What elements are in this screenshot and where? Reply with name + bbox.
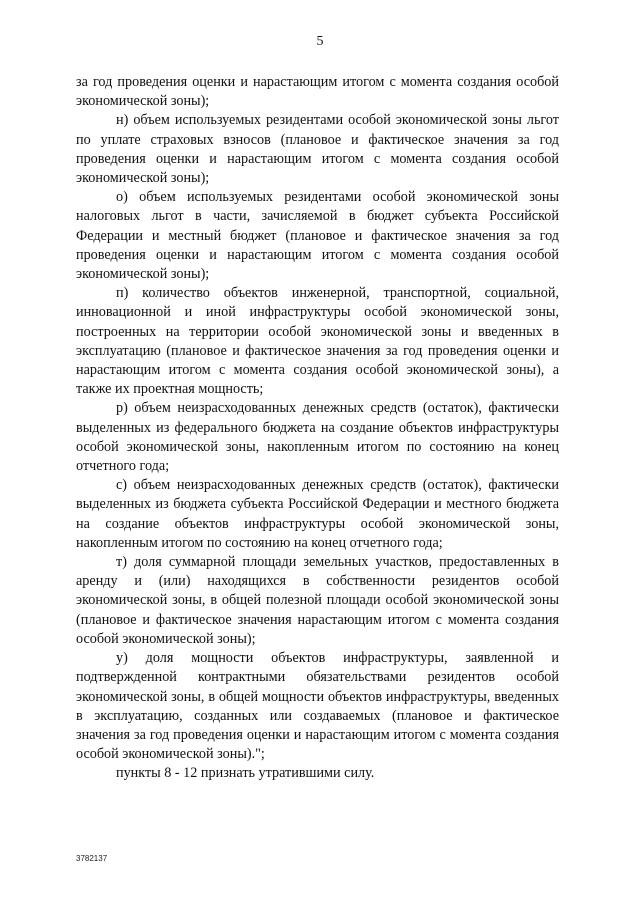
- paragraph-item-n: н) объем используемых резидентами особой экономической зоны льгот по уплате страховых взносов (плановое и фактическое значения за год проведения оценки и нарастающим итогом с момента создания особой экономической зоны);: [76, 112, 559, 187]
- paragraph-item-r: р) объем неизрасходованных денежных средств (остаток), фактически выделенных из федерального бюджета на создание объектов инфраструктуры особой экономической зоны, накопленным итогом по состоянию на конец отчетного года;: [76, 400, 559, 475]
- paragraph-item-s: с) объем неизрасходованных денежных средств (остаток), фактически выделенных из бюджета субъекта Российской Федерации и местного бюджета на создание объектов инфраструктуры особой экономической зоны, накопленным итогом по состоянию на конец отчетного года;: [76, 477, 559, 551]
- paragraph-item-p: п) количество объектов инженерной, транспортной, социальной, инновационной и иной инфраструктуры особой экономической зоны, построенных на территории особой экономической зоны и введенных в эксплуатацию (плановое и фактическое значения за год проведения оценки и нарастающим итогом с момента создания особой экономической зоны), а также их проектная мощность;: [76, 285, 559, 398]
- page-number: 5: [316, 34, 324, 49]
- paragraph-item-t: т) доля суммарной площади земельных участков, предоставленных в аренду и (или) находящихся в собственности резидентов особой экономической зоны, в общей полезной площади особой экономической зоны (плановое и фактическое значения нарастающим итогом с момента создания особой экономической зоны);: [76, 554, 559, 647]
- document-code: 3782137: [76, 854, 108, 863]
- paragraph-repeal-clause: пункты 8 - 12 признать утратившими силу.: [116, 765, 375, 782]
- paragraph-item-u: у) доля мощности объектов инфраструктуры, заявленной и подтвержденной контрактными обязательствами резидентов особой экономической зоны, в общей мощности объектов инфраструктуры, введенных в эксплуатацию, созданных или создаваемых (плановое и фактическое значения за год проведения оценки и нарастающим итогом с момента создания особой экономической зоны).";: [76, 650, 559, 763]
- document-body: [76, 73, 559, 784]
- paragraph-continuation: за год проведения оценки и нарастающим итогом с момента создания особой экономической зоны);: [76, 74, 559, 110]
- paragraph-item-o: о) объем используемых резидентами особой экономической зоны налоговых льгот в части, зачисляемой в бюджет субъекта Российской Федерации и местный бюджет (плановое и фактическое значения за год проведения оценки и нарастающим итогом с момента создания особой экономической зоны);: [76, 189, 559, 283]
